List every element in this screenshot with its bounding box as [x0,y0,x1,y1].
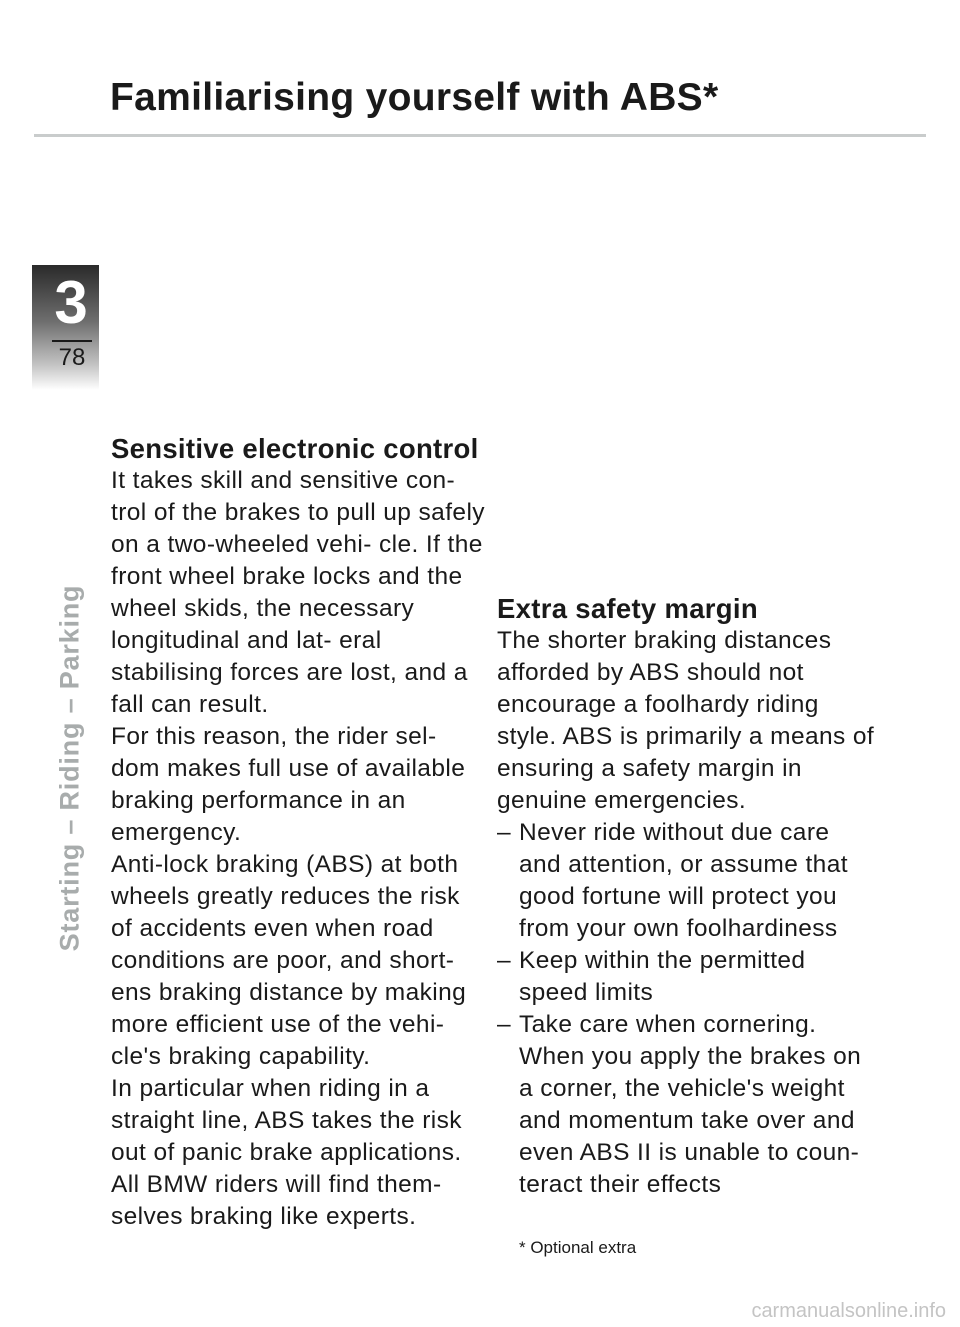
page-number: 78 [58,344,86,371]
body-paragraph: In particular when riding in a straight line, ABS takes the risk out of panic brake applications. All BMW riders will find them- selves braking like experts. [111,1075,462,1230]
section-side-label: Starting – Riding – Parking [54,584,85,952]
bullet-item [497,945,877,1009]
chapter-divider [52,340,92,342]
bullet-text: Take care when cornering. When you apply the brakes on a corner, the vehicle's weight and momentum take over and even ABS II is unable to coun- teract their effects [519,1011,862,1198]
chapter-number: 3 [54,269,88,336]
bullet-dash: – [497,819,512,846]
page-title: Familiarising yourself with ABS* [110,76,719,119]
bullet-text: Never ride without due care and attention, or assume that good fortune will protect you from your own foolhardiness [519,819,848,942]
body-paragraph: It takes skill and sensitive con- trol of the brakes to pull up safely on a two-wheeled vehi- cle. If the front wheel brake locks and the wheel skids, the necessary longitudinal and lat- eral stabilising forces are lost, and a fall can result. [111,467,485,718]
right-column [497,592,877,1201]
section-heading-sensitive-control: Sensitive electronic control [111,433,479,464]
bullet-item [497,1009,877,1201]
title-divider [34,134,926,137]
section-heading-safety-margin: Extra safety margin [497,593,758,624]
bullet-dash: – [497,947,512,974]
body-paragraph: For this reason, the rider sel- dom makes full use of available braking performance in an emergency. [111,723,466,846]
body-paragraph: Anti-lock braking (ABS) at both wheels greatly reduces the risk of accidents even when road conditions are poor, and short- ens braking distance by making more efficient use of the vehi- cle's braking capability. [111,851,467,1070]
bullet-dash: – [497,1011,512,1038]
footnote: * Optional extra [519,1238,637,1257]
body-paragraph: The shorter braking distances afforded by ABS should not encourage a foolhardy riding style. ABS is primarily a means of ensuring a safety margin in genuine emergencies. [497,627,875,814]
watermark: carmanualsonline.info [751,1300,946,1322]
left-column [111,432,486,1233]
bullet-item [497,817,877,945]
bullet-text: Keep within the permitted speed limits [519,947,806,1006]
